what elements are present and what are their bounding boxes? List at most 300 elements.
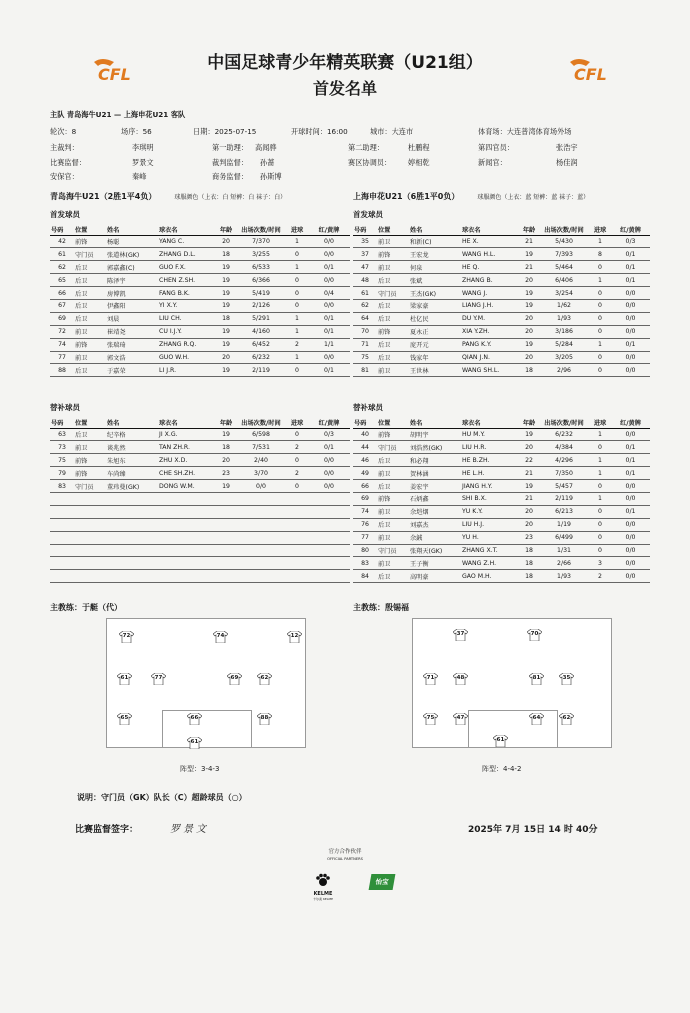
table-cell [74,518,106,531]
table-cell: 后卫 [74,312,106,325]
table-cell: 44 [353,441,377,454]
table-cell [158,518,216,531]
table-cell [286,544,308,557]
table-row [353,557,650,570]
table-row [353,531,650,544]
table-cell [286,570,308,583]
table-cell: 1/31 [539,544,589,557]
table-cell: 72 [50,325,74,338]
table-cell: 0/1 [611,338,650,351]
player-shirt [119,631,134,643]
shirt-number: 61 [190,739,199,745]
column-header: 球衣名 [158,224,216,235]
column-header: 球衣名 [461,224,519,235]
table-cell: 5/284 [539,338,589,351]
table-cell: 0/0 [611,518,650,531]
table-cell: 19 [519,338,539,351]
home-formation-pitch [106,618,306,748]
table-cell: 0 [589,480,611,493]
table-cell: 66 [50,287,74,300]
table-cell: 48 [353,274,377,287]
table-cell: 谈兆然 [106,441,158,454]
table-cell: 49 [353,467,377,480]
partners-sublabel: OFFICIAL PARTNERS [327,857,363,861]
shirt-number: 77 [154,675,163,681]
column-header: 姓名 [106,224,158,235]
table-row [50,441,350,454]
table-cell: 前卫 [377,467,409,480]
shirt-number: 62 [260,675,269,681]
table-cell: 79 [50,467,74,480]
table-cell: 7/350 [539,467,589,480]
table-cell: 1 [286,235,308,248]
table-cell: LIU CH. [158,312,216,325]
table-cell: 1 [286,312,308,325]
table-cell [158,531,216,544]
shirt-number: 65 [120,715,129,721]
table-cell: 0/1 [308,312,350,325]
away-subs-label: 替补球员 [353,403,383,412]
table-cell: 张翔天(GK) [409,544,461,557]
table-cell: 0/0 [611,351,650,364]
table-row [353,570,650,583]
table-cell: 0 [286,480,308,493]
table-cell: 8 [589,248,611,261]
column-header: 位置 [377,417,409,428]
table-cell: 7/370 [236,235,286,248]
table-row [353,518,650,531]
table-cell: 19 [216,428,236,441]
home-team-header: 青岛海牛U21（2胜1平4负） 球服颜色（上衣：白 短裤：白 袜子：白） [50,192,287,201]
table-cell: 刘嘉杰 [409,518,461,531]
table-cell: 74 [353,505,377,518]
table-cell: YI X.Y. [158,299,216,312]
table-cell: 0 [589,351,611,364]
table-cell: 0/0 [308,351,350,364]
table-cell [308,505,350,518]
table-cell [236,544,286,557]
match-teams: 主队 青岛海牛U21 — 上海申花U21 客队 [50,110,186,119]
player-shirt [529,713,544,725]
table-cell: 2/96 [539,364,589,377]
table-cell [106,531,158,544]
table-cell: 20 [519,518,539,531]
table-cell: 0/0 [611,557,650,570]
table-cell: 42 [50,235,74,248]
empty-row [50,518,350,531]
table-row [50,480,350,493]
table-cell: 0 [286,299,308,312]
kickoff-info: 开球时间：16:00 [291,127,348,136]
table-cell [74,531,106,544]
table-cell [74,557,106,570]
column-header: 年龄 [519,224,539,235]
table-cell: YU K.Y. [461,505,519,518]
table-cell: 81 [353,364,377,377]
table-header-row [50,224,350,235]
shirt-number: 69 [230,675,239,681]
player-shirt [257,713,272,725]
table-cell [308,531,350,544]
table-cell: 后卫 [74,287,106,300]
table-cell: 1 [589,492,611,505]
penalty-box [162,710,252,748]
table-cell: 46 [353,454,377,467]
table-cell: 后卫 [74,364,106,377]
table-cell: 3/70 [236,467,286,480]
column-header: 号码 [50,224,74,235]
table-cell [286,557,308,570]
shirt-number: 70 [530,631,539,637]
table-cell: 20 [216,351,236,364]
table-cell [106,518,158,531]
table-cell: 后卫 [377,312,409,325]
table-header-row [353,224,650,235]
table-cell: 房博凯 [106,287,158,300]
table-cell: 0/0 [611,364,650,377]
table-cell: 6/366 [236,274,286,287]
table-cell: LIU H.J. [461,518,519,531]
table-cell: CU I.J.Y. [158,325,216,338]
column-header: 出场次数/时间 [539,417,589,428]
table-cell: 守门员 [377,544,409,557]
table-cell: 0/0 [611,570,650,583]
table-cell: JI X.G. [158,428,216,441]
official-commercial-name: 孙斯博 [260,172,282,181]
table-row [353,338,650,351]
table-cell [158,557,216,570]
empty-row [50,544,350,557]
table-row [353,351,650,364]
player-shirt [117,713,132,725]
table-cell: 前卫 [377,235,409,248]
official-fourth-name: 张浩宇 [556,143,578,152]
table-cell: 2 [589,570,611,583]
table-cell: 0/0 [611,480,650,493]
table-row [50,299,350,312]
table-cell: GUO F.X. [158,261,216,274]
table-cell: 前卫 [377,531,409,544]
table-cell [308,570,350,583]
table-cell: 后卫 [377,274,409,287]
empty-row [50,492,350,505]
table-cell: 0/1 [308,364,350,377]
table-cell: 0 [286,248,308,261]
table-cell: 66 [353,480,377,493]
penalty-box [468,710,558,748]
table-cell: 71 [353,338,377,351]
table-row [353,299,650,312]
official-press-name: 杨佳润 [556,158,578,167]
table-cell: 后卫 [377,480,409,493]
table-cell: 4/384 [539,441,589,454]
table-cell: 后卫 [74,299,106,312]
away-formation: 阵型：4-4-2 [482,765,522,773]
table-cell [106,570,158,583]
table-cell: 1/1 [308,338,350,351]
shirt-number: 37 [456,631,465,637]
table-row [353,261,650,274]
table-row [353,248,650,261]
player-shirt [423,673,438,685]
player-shirt [453,673,468,685]
cbest-logo: 怡宝 [369,874,396,890]
table-cell: WANG Z.H. [461,557,519,570]
table-cell: 于嘉荣 [106,364,158,377]
table-cell: 19 [216,338,236,351]
table-cell [106,492,158,505]
column-header: 位置 [74,224,106,235]
table-cell: 64 [353,312,377,325]
table-cell: 19 [216,261,236,274]
match-no-info: 场序：56 [121,127,152,136]
table-cell: 2 [286,338,308,351]
table-cell: 69 [353,492,377,505]
table-cell: 前锋 [74,338,106,351]
table-cell: 7/393 [539,248,589,261]
table-cell [106,505,158,518]
table-cell: 63 [50,428,74,441]
table-cell: 前卫 [74,441,106,454]
table-cell: 0/0 [611,325,650,338]
table-cell: 朱旭东 [106,454,158,467]
table-cell: LI J.R. [158,364,216,377]
table-cell [158,570,216,583]
table-cell: 后卫 [377,338,409,351]
table-row [353,312,650,325]
table-cell: 21 [519,261,539,274]
table-cell: PANG K.Y. [461,338,519,351]
table-cell: 夏永正 [409,325,461,338]
column-header: 进球 [589,224,611,235]
official-referee-name: 李琪明 [132,143,154,152]
away-formation-pitch [412,618,612,748]
table-cell: ZHANG D.L. [158,248,216,261]
table-row [50,428,350,441]
table-cell: SHI B.X. [461,492,519,505]
table-cell: 王杰(GK) [409,287,461,300]
home-subs-label: 替补球员 [50,403,80,412]
table-cell: 35 [353,235,377,248]
table-cell: 19 [216,364,236,377]
column-header: 进球 [286,224,308,235]
table-cell: 后卫 [74,428,106,441]
shirt-number: 61 [120,675,129,681]
player-shirt [527,629,542,641]
table-cell: 0/0 [308,299,350,312]
table-cell: 21 [519,235,539,248]
table-cell: 6/452 [236,338,286,351]
table-cell: 83 [353,557,377,570]
table-cell: 0 [589,312,611,325]
table-cell [106,544,158,557]
table-cell: 20 [519,312,539,325]
table-cell [308,544,350,557]
table-cell: HU M.Y. [461,428,519,441]
table-cell: 67 [50,299,74,312]
column-header: 号码 [353,417,377,428]
table-cell: 1 [589,454,611,467]
table-cell [216,492,236,505]
table-cell: 2 [286,467,308,480]
table-cell [74,544,106,557]
table-cell [50,518,74,531]
table-cell: LIU H.R. [461,441,519,454]
table-cell [106,557,158,570]
table-cell: 0/0 [308,248,350,261]
shirt-number: 72 [122,633,131,639]
table-cell: 20 [519,351,539,364]
table-cell: CHEN Z.SH. [158,274,216,287]
table-cell: 0 [589,441,611,454]
table-cell: 0/0 [611,428,650,441]
table-cell: 0/0 [611,287,650,300]
table-cell: 0 [589,518,611,531]
shirt-number: 47 [456,715,465,721]
official-coordinator-name: 婷相乾 [408,158,430,167]
table-row [353,505,650,518]
table-cell: 0/1 [308,325,350,338]
table-cell: 61 [50,248,74,261]
table-row [353,274,650,287]
shirt-number: 48 [456,675,465,681]
table-cell [50,557,74,570]
official-supervisor: 比赛监督： [50,158,86,167]
table-row [50,467,350,480]
table-cell: 6/598 [236,428,286,441]
table-cell: 和必翔 [409,454,461,467]
table-cell: 0/1 [611,274,650,287]
table-cell: 后卫 [74,274,106,287]
svg-text:CFL: CFL [574,65,607,82]
table-cell: 2/119 [539,492,589,505]
away-team-header: 上海申花U21（6胜1平0负） 球服颜色（上衣：蓝 短裤：蓝 袜子：蓝） [353,192,590,201]
table-cell: 纪辛格 [106,428,158,441]
player-shirt [151,673,166,685]
column-header: 年龄 [216,224,236,235]
table-row [50,364,350,377]
player-shirt [117,673,132,685]
table-cell [158,544,216,557]
table-cell: 前锋 [74,454,106,467]
official-ar1-name: 高闻骅 [255,143,277,152]
table-cell: 1 [589,274,611,287]
table-cell: 20 [519,441,539,454]
official-fourth: 第四官员： [478,143,514,152]
table-row [353,428,650,441]
table-cell: WANG SH.L. [461,364,519,377]
page-subtitle: 首发名单 [312,79,377,98]
table-cell: 0/0 [611,544,650,557]
table-cell: 0 [286,428,308,441]
table-cell: 1/19 [539,518,589,531]
table-cell: 21 [519,492,539,505]
shirt-number: 64 [532,715,541,721]
player-shirt [287,631,302,643]
column-header: 红/黄牌 [611,224,650,235]
table-cell: 5/419 [236,287,286,300]
table-row [50,325,350,338]
table-cell: 3 [589,557,611,570]
player-shirt [423,713,438,725]
page-title: 中国足球青少年精英联赛（U21组） [207,53,483,73]
table-cell: 郭嘉鑫(C) [106,261,158,274]
column-header: 球衣名 [461,417,519,428]
table-cell: 后卫 [377,299,409,312]
table-cell: GAO M.H. [461,570,519,583]
table-cell: 80 [353,544,377,557]
table-cell: 0/0 [611,299,650,312]
table-row [353,492,650,505]
shirt-number: 81 [532,675,541,681]
table-cell: 陈泽宇 [106,274,158,287]
column-header: 年龄 [216,417,236,428]
svg-text:CFL: CFL [98,65,131,82]
player-shirt [453,713,468,725]
table-cell: 19 [519,248,539,261]
table-cell: GUO W.H. [158,351,216,364]
table-cell: 王世林 [409,364,461,377]
table-cell: 伊鑫阳 [106,299,158,312]
table-cell: 19 [519,287,539,300]
table-cell: 5/464 [539,261,589,274]
table-cell: 5/457 [539,480,589,493]
column-header: 姓名 [409,417,461,428]
table-cell: 前卫 [377,505,409,518]
player-shirt [187,713,202,725]
table-cell: 6/406 [539,274,589,287]
table-cell: 贺林涵 [409,467,461,480]
table-cell: 前锋 [377,428,409,441]
table-row [353,480,650,493]
table-cell: 3/186 [539,325,589,338]
official-ref-assessor-name: 孙蔷 [260,158,275,167]
table-cell: 5/291 [236,312,286,325]
official-commercial: 商务监督： [212,172,248,181]
table-cell: 0/1 [611,441,650,454]
table-cell: 6/499 [539,531,589,544]
column-header: 出场次数/时间 [539,224,589,235]
table-cell: 前锋 [377,325,409,338]
table-cell [216,505,236,518]
table-cell: 崔靖尧 [106,325,158,338]
table-cell: 23 [519,531,539,544]
table-cell: 刘浩然(GK) [409,441,461,454]
table-cell: 王子衡 [409,557,461,570]
table-cell [286,531,308,544]
table-cell: WANG H.L. [461,248,519,261]
table-header-row [353,417,650,428]
table-cell: 高明豪 [409,570,461,583]
table-cell [236,531,286,544]
column-header: 进球 [286,417,308,428]
column-header: 红/黄牌 [611,417,650,428]
table-cell: 前卫 [377,557,409,570]
table-cell: 19 [519,299,539,312]
column-header: 球衣名 [158,417,216,428]
table-row [50,338,350,351]
table-cell: 6/533 [236,261,286,274]
table-cell: 0/0 [611,312,650,325]
table-cell [286,518,308,531]
table-cell: 18 [216,312,236,325]
empty-row [50,570,350,583]
table-cell: 前锋 [377,492,409,505]
table-cell: 1 [589,467,611,480]
table-cell: 和新(C) [409,235,461,248]
table-cell: 0 [589,364,611,377]
player-shirt [227,673,242,685]
